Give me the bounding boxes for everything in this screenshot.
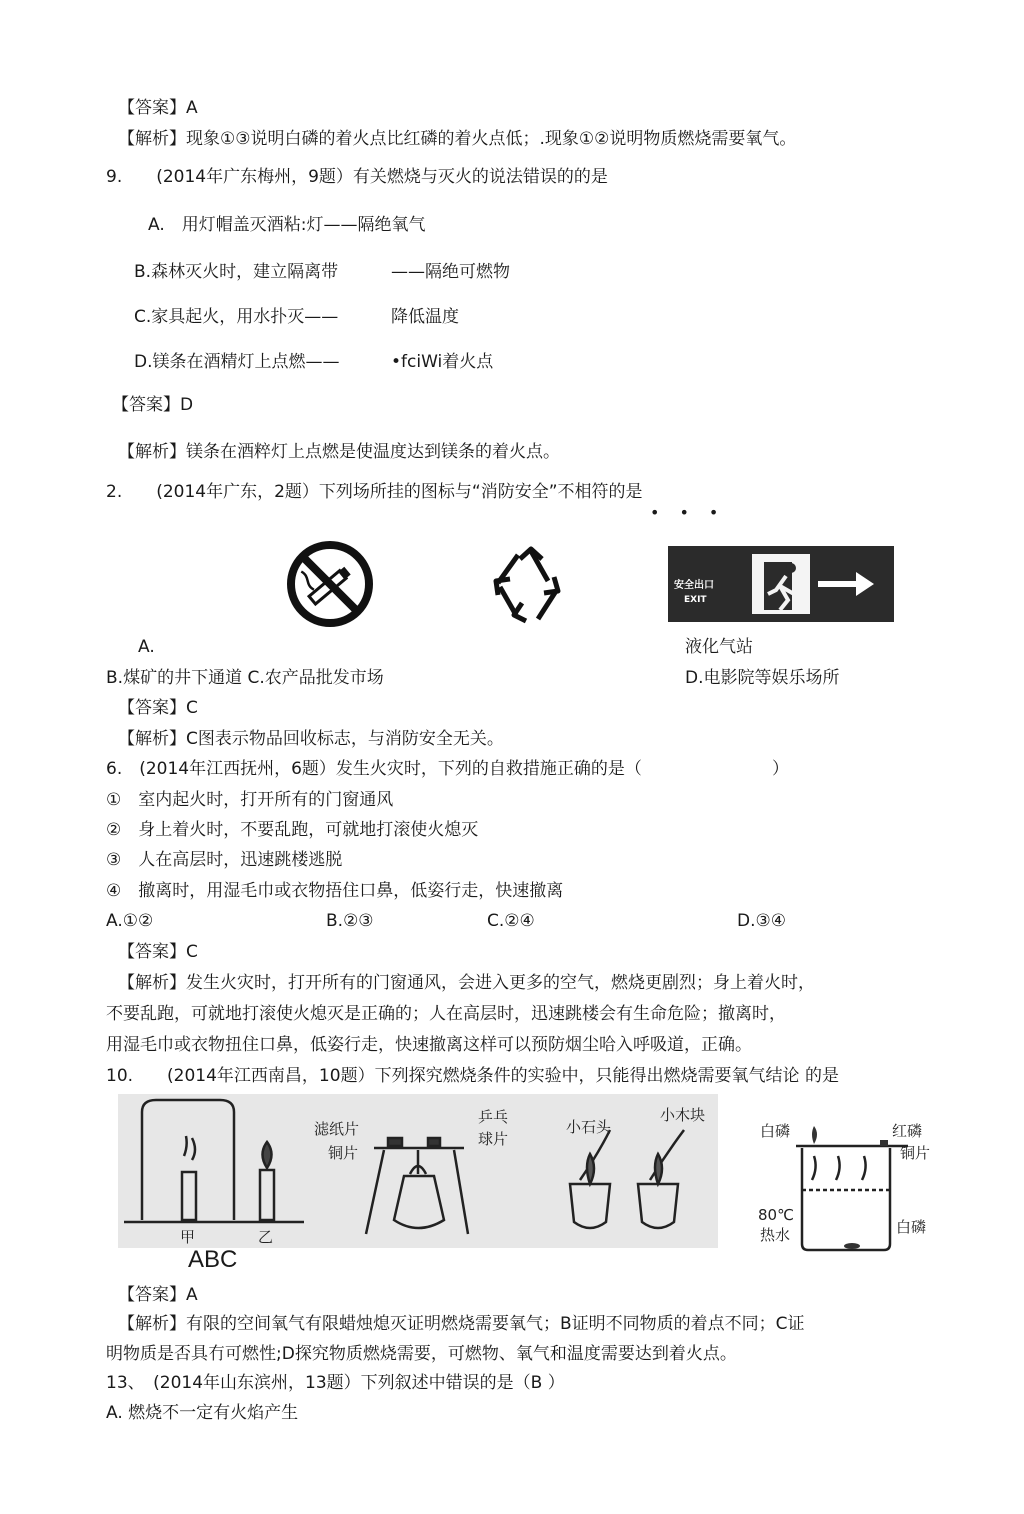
question-2-stem: 2. (2014年广东，2题）下列场所挂的图标与“消防安全”不相符的是 [106, 482, 643, 502]
label-temperature: 80℃ [758, 1206, 794, 1224]
label-white-phosphorus-top: 白磷 [760, 1122, 791, 1140]
question-6-choice: C.②④ [487, 911, 535, 931]
label-small-stone: 小石头 [566, 1118, 612, 1136]
figure-label-a: A. [138, 637, 155, 657]
recycle-icon [490, 545, 572, 627]
question-9-option-b-result: ——隔绝可燃物 [391, 262, 510, 282]
question-6-stem-close: ） [772, 759, 789, 779]
question-9-answer: 【答案】D [112, 395, 194, 415]
question-9-option-c-result: 降低温度 [391, 307, 459, 327]
question-10-stem: 10. (2014年江西南昌，10题）下列探究燃烧条件的实验中，只能得出燃烧需要氧气结论 的是 [106, 1066, 839, 1086]
question-9-analysis: 【解析】镁条在酒粹灯上点燃是使温度达到镁条的着火点。 [118, 442, 560, 462]
answer-line: 【答案】A [118, 98, 198, 118]
label-filter-paper: 滤纸片 [314, 1120, 360, 1138]
label-jia: 甲 [180, 1228, 196, 1246]
analysis-line: 【解析】现象①③说明白磷的着火点比红磷的着火点低；.现象①②说明物质燃烧需要氧气。 [118, 129, 797, 149]
question-6-item: ④ 撤离时，用湿毛巾或衣物捂住口鼻，低姿行走，快速撤离 [106, 881, 564, 901]
label-pingpong-2: 球片 [478, 1130, 509, 1148]
question-9-option-d-result: •fciWi着火点 [391, 352, 494, 372]
question-6-item: ③ 人在高层时，迅速跳楼逃脱 [106, 850, 343, 870]
no-smoking-icon [284, 538, 376, 630]
exit-sign-cn-label: 安全出口 [674, 580, 714, 591]
question-6-stem: 6. (2014年江西抚州，6题）发生火灾时，下列的自救措施正确的是（ [106, 759, 642, 779]
combustion-experiments-figure [118, 1094, 718, 1248]
figure-label-b-c: B.煤矿的井下通道 C.农产品批发市场 [106, 668, 384, 688]
figure-label-abc: ABC [188, 1246, 238, 1273]
figure-label-d: D.电影院等娱乐场所 [685, 668, 840, 688]
question-9-option-a: A. 用灯帽盖灭酒粘:灯——隔绝氧气 [148, 215, 426, 235]
question-10-answer: 【答案】A [118, 1285, 198, 1305]
label-copper-plate-d: 铜片 [900, 1144, 931, 1162]
question-13-option-a: A. 燃烧不一定有火焰产生 [106, 1403, 299, 1423]
hot-water-phosphorus-figure [752, 1116, 942, 1256]
label-white-phosphorus-bottom: 白磷 [896, 1218, 927, 1236]
label-hot-water: 热水 [760, 1226, 791, 1244]
question-2-analysis: 【解析】C图表示物品回收标志，与消防安全无关。 [118, 729, 504, 749]
question-6-analysis: 用湿毛巾或衣物扭住口鼻，低姿行走，快速撤离这样可以预防烟尘哈入呼吸道，正确。 [106, 1035, 752, 1055]
figure-label-lpg-station: 液化气站 [685, 637, 753, 657]
label-yi: 乙 [258, 1228, 274, 1246]
question-2-answer: 【答案】C [118, 698, 198, 718]
label-copper-plate: 铜片 [328, 1144, 359, 1162]
question-9-stem: 9. (2014年广东梅州，9题）有关燃烧与灭火的说法错误的的是 [106, 167, 608, 187]
question-6-analysis: 不要乱跑，可就地打滚使火熄灭是正确的；人在高层时，迅速跳楼会有生命危险；撤离时， [106, 1004, 786, 1024]
question-6-answer: 【答案】C [118, 942, 198, 962]
label-red-phosphorus: 红磷 [892, 1122, 923, 1140]
question-6-choice: B.②③ [326, 911, 374, 931]
question-6-item: ① 室内起火时，打开所有的门窗通风 [106, 790, 394, 810]
question-6-choice: D.③④ [737, 911, 786, 931]
question-9-option-d: D.镁条在酒精灯上点燃—— [134, 352, 340, 372]
question-13-stem: 13、 (2014年山东滨州，13题）下列叙述中错误的是（B ） [106, 1373, 565, 1393]
emphasis-dots: ••• [650, 503, 739, 522]
question-6-choice: A.①② [106, 911, 154, 931]
question-9-option-b: B.森林灭火时，建立隔离带 [134, 262, 339, 282]
exit-sign-en-label: EXIT [684, 595, 707, 605]
emergency-exit-sign [668, 546, 894, 622]
label-small-wood: 小木块 [660, 1106, 706, 1124]
question-10-analysis: 明物质是否具冇可燃性;D探究物质燃烧需要，可燃物、氧气和温度需要达到着火点。 [106, 1344, 737, 1364]
question-10-analysis: 【解析】有限的空间氧气有限蜡烛熄灭证明燃烧需要氧气；B证明不同物质的着点不同；C证 [118, 1314, 805, 1334]
question-6-item: ② 身上着火时，不要乱跑，可就地打滚使火熄灭 [106, 820, 479, 840]
question-9-option-c: C.家具起火，用水扑灭—— [134, 307, 339, 327]
question-6-analysis: 【解析】发生火灾时，打开所有的门窗通风，会进入更多的空气，燃烧更剧烈；身上着火时， [118, 973, 815, 993]
label-pingpong-1: 乒乓 [478, 1108, 509, 1126]
